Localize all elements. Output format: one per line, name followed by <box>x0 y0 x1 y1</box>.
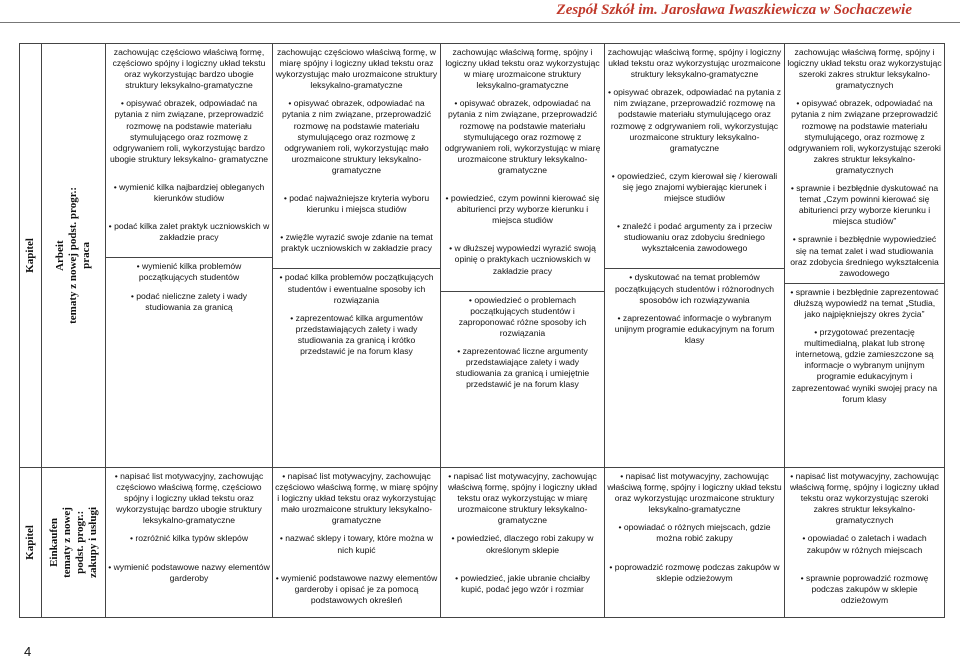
grade-cell <box>605 44 785 468</box>
grade-cell <box>273 468 441 618</box>
kapitel-cell <box>20 44 42 468</box>
criterion-text: zachowując właściwą formę, spójny i logiczny układ tekstu oraz wykorzystując urozmaicone struktury leksykalno-gramatyczne <box>607 47 782 80</box>
topic-label: Einkaufen tematy z nowej podst. progr.: zakupy i usługi <box>47 507 99 578</box>
topic-cell <box>42 44 106 468</box>
kapitel-cell <box>20 468 42 618</box>
criterion-text: • opowiadać o zaletach i wadach zakupów w różnych miejscach <box>802 533 927 555</box>
table-row <box>20 468 945 618</box>
table-row <box>20 44 945 468</box>
grade-cell <box>441 468 605 618</box>
criterion-text: • wymienić kilka najbardziej obleganych kierunków studiów <box>113 181 265 204</box>
header-rule <box>0 22 960 23</box>
criterion-text: • opowiedzieć o problemach początkujących studentów i zaproponować różne sposoby ich rozwiązania <box>441 291 604 343</box>
criterion-text: • napisać list motywacyjny, zachowując właściwą formę, spójny i logiczny układ tekstu oraz wykorzystując szeroki zakres struktur leksykalno-gramatycznych <box>789 471 940 526</box>
grade-cell <box>605 468 785 618</box>
criterion-text: • napisać list motywacyjny, zachowując właściwą formę, spójny i logiczny układ tekstu oraz wykorzystując w miarę urozmaicone struktury leksykalno-gramatyczne <box>447 471 598 526</box>
criterion-text: • sprawnie i bezbłędnie dyskutować na temat „Czym powinni kierować się abiturienci przy wyborze kierunku i miejsca studiów” <box>790 183 939 227</box>
criterion-text: • sprawnie poprowadzić rozmowę podczas zakupów w sklepie odzieżowym <box>800 572 929 605</box>
criterion-text: • napisać list motywacyjny, zachowując właściwą formę, spójny i logiczny układ tekstu oraz wykorzystując urozmaicone struktury leksykalno-gramatyczne <box>607 471 782 515</box>
criterion-text: • wymienić podstawowe nazwy elementów garderoby <box>108 561 270 583</box>
grade-cell <box>106 44 273 468</box>
criterion-text: • zaprezentować kilka argumentów przedstawiających zalety i wady studiowania za granicą i krótko przedstawić je na forum klasy <box>290 312 423 356</box>
criterion-text: • podać kilka zalet praktyk uczniowskich w zakładzie pracy <box>108 221 270 243</box>
kapitel-label: Kapitel <box>24 525 36 560</box>
criterion-text: • wymienić kilka problemów początkujących studentów <box>106 257 272 287</box>
criterion-text: • dyskutować na temat problemów początkujących studentów i różnorodnych sposobów ich rozwiązywania <box>605 268 784 309</box>
criterion-text: • podać najważniejsze kryteria wyboru kierunku i miejsca studiów <box>283 193 430 215</box>
criterion-text: • w dłuższej wypowiedzi wyrazić swoją opinię o praktykach uczniowskich w zakładzie pracy <box>449 243 596 276</box>
criterion-text: • napisać list motywacyjny, zachowując częściowo właściwą formę, częściowo spójny i logiczny układ tekstu oraz wykorzystując bardzo ubogie struktury leksykalno-gramatyczne <box>114 471 264 526</box>
grade-cell <box>273 44 441 468</box>
grade-cell <box>106 468 273 618</box>
criterion-text: • opowiadać o różnych miejscach, gdzie można robić zakupy <box>618 522 771 544</box>
topic-label: Arbeit tematy z nowej podst. progr.: praca <box>54 187 92 324</box>
criterion-text: • przygotować prezentację multimedialną, plakat lub stronę internetową, gdzie zamieszczone są informacje o wybranym unijnym programie edukacyjnym i zaprezentować wyniki swojej pracy na forum klasy <box>791 327 938 404</box>
criterion-text: • sprawnie i bezbłędnie zaprezentować dłuższą wypowiedź na temat „Studia, jako najpiękniejszy okres życia” <box>785 283 944 324</box>
criterion-text: • nazwać sklepy i towary, które można w nich kupić <box>279 533 434 555</box>
criterion-text: • podać nieliczne zalety i wady studiowania za granicą <box>130 290 248 312</box>
criteria-table <box>19 43 945 618</box>
criterion-text: • podać kilka problemów początkujących studentów i ewentualne sposoby ich rozwiązania <box>273 268 440 309</box>
criterion-text: • sprawnie i bezbłędnie wypowiedzieć się na temat zalet i wad studiowania oraz zdobycia średniego wykształcenia zawodowego <box>790 234 939 278</box>
grade-cell <box>785 44 945 468</box>
school-header: Zespół Szkół im. Jarosława Iwaszkiewicza w Sochaczewie <box>556 2 912 18</box>
criterion-text: zachowując właściwą formę, spójny i logiczny układ tekstu oraz wykorzystując szeroki zakres struktur leksykalno-gramatycznych <box>787 47 942 91</box>
criterion-text: • powiedzieć, jakie ubranie chciałby kupić, podać jego wzór i rozmiar <box>455 572 590 594</box>
criterion-text: • poprowadzić rozmowę podczas zakupów w sklepie odzieżowym <box>609 561 780 583</box>
criterion-text: • opowiedzieć, czym kierował się / kierowali się jego znajomi wybierając kierunek i miejsce studiów <box>611 170 778 204</box>
criterion-text: • zwięźle wyrazić swoje zdanie na temat praktyk uczniowskich w zakładzie pracy <box>280 232 433 254</box>
criterion-text: • opisywać obrazek, odpowiadać na pytania z nim związane, przeprowadzić rozmowę na podstawie materiału stymulującego oraz rozmowę z odgrywaniem roli, wykorzystując urozmaicone struktury leksykalno-gramatyczne <box>607 87 782 153</box>
criterion-text: • znaleźć i podać argumenty za i przeciw studiowaniu oraz zdobyciu średniego wykształcenia zawodowego <box>617 221 772 254</box>
criterion-text: • opisywać obrazek, odpowiadać na pytania z nim związane, przeprowadzić rozmowę na podstawie materiału stymulującego oraz rozmowę z odgrywaniem roli, wykorzystując mało urozmaicone struktury leksykalno-gramatyczne <box>281 98 432 175</box>
criterion-text: zachowując właściwą formę, spójny i logiczny układ tekstu oraz wykorzystując w miarę urozmaicone struktury leksykalno-gramatyczne <box>445 47 600 91</box>
kapitel-label: Kapitel <box>24 238 36 273</box>
topic-cell <box>42 468 106 618</box>
criterion-text: • opisywać obrazek, odpowiadać na pytania z nim związane, przeprowadzić rozmowę na podstawie materiału stymulującego oraz rozmowę z odgrywaniem roli, wykorzystując w miarę urozmaicone struktury leksykalno-gramatyczne <box>444 98 601 175</box>
criterion-text: • zaprezentować liczne argumenty przedstawiające zalety i wady studiowania za granicą i umiejętnie przedstawić je na forum klasy <box>455 345 590 390</box>
criterion-text: • napisać list motywacyjny, zachowując częściowo właściwą formę, w miarę spójny i logiczny układ tekstu oraz wykorzystując mało urozmaicone struktury leksykalno-gramatyczne <box>275 471 438 526</box>
grade-cell <box>441 44 605 468</box>
criterion-text: zachowując częściowo właściwą formę, częściowo spójny i logiczny układ tekstu oraz wykorzystując bardzo ubogie struktury leksykalno-gramatyczne <box>112 47 266 91</box>
criterion-text: • rozróżnić kilka typów sklepów <box>129 533 249 544</box>
criterion-text: • powiedzieć, dlaczego robi zakupy w określonym sklepie <box>451 533 594 555</box>
criterion-text: • opisywać obrazek, odpowiadać na pytania z nim związane, przeprowadzić rozmowę na podstawie materiału stymulującego oraz rozmowę z odgrywaniem roli, wykorzystując bardzo ubogie struktury leksykalno- gramatyczne <box>109 98 269 164</box>
criterion-text: • wymienić podstawowe nazwy elementów garderoby i opisać je za pomocą podstawowych określeń <box>275 572 438 605</box>
criterion-text: zachowując częściowo właściwą formę, w miarę spójny i logiczny układ tekstu oraz wykorzystując mało urozmaicone struktury leksykalno-gramatyczne <box>275 47 438 91</box>
criterion-text: • zaprezentować informacje o wybranym unijnym programie edukacyjnym na forum klasy <box>614 312 775 345</box>
grade-cell <box>785 468 945 618</box>
criterion-text: • opisywać obrazek, odpowiadać na pytania z nim związane przeprowadzić rozmowę na podstawie materiału stymulującego, oraz rozmowę z odgrywaniem roli, wykorzystując szeroki zakres struktur leksykalno-gramatycznych <box>788 98 941 175</box>
page-number: 4 <box>24 644 32 659</box>
criterion-text: • powiedzieć, czym powinni kierować się abiturienci przy wyborze kierunku i miejsca studiów <box>445 193 600 226</box>
